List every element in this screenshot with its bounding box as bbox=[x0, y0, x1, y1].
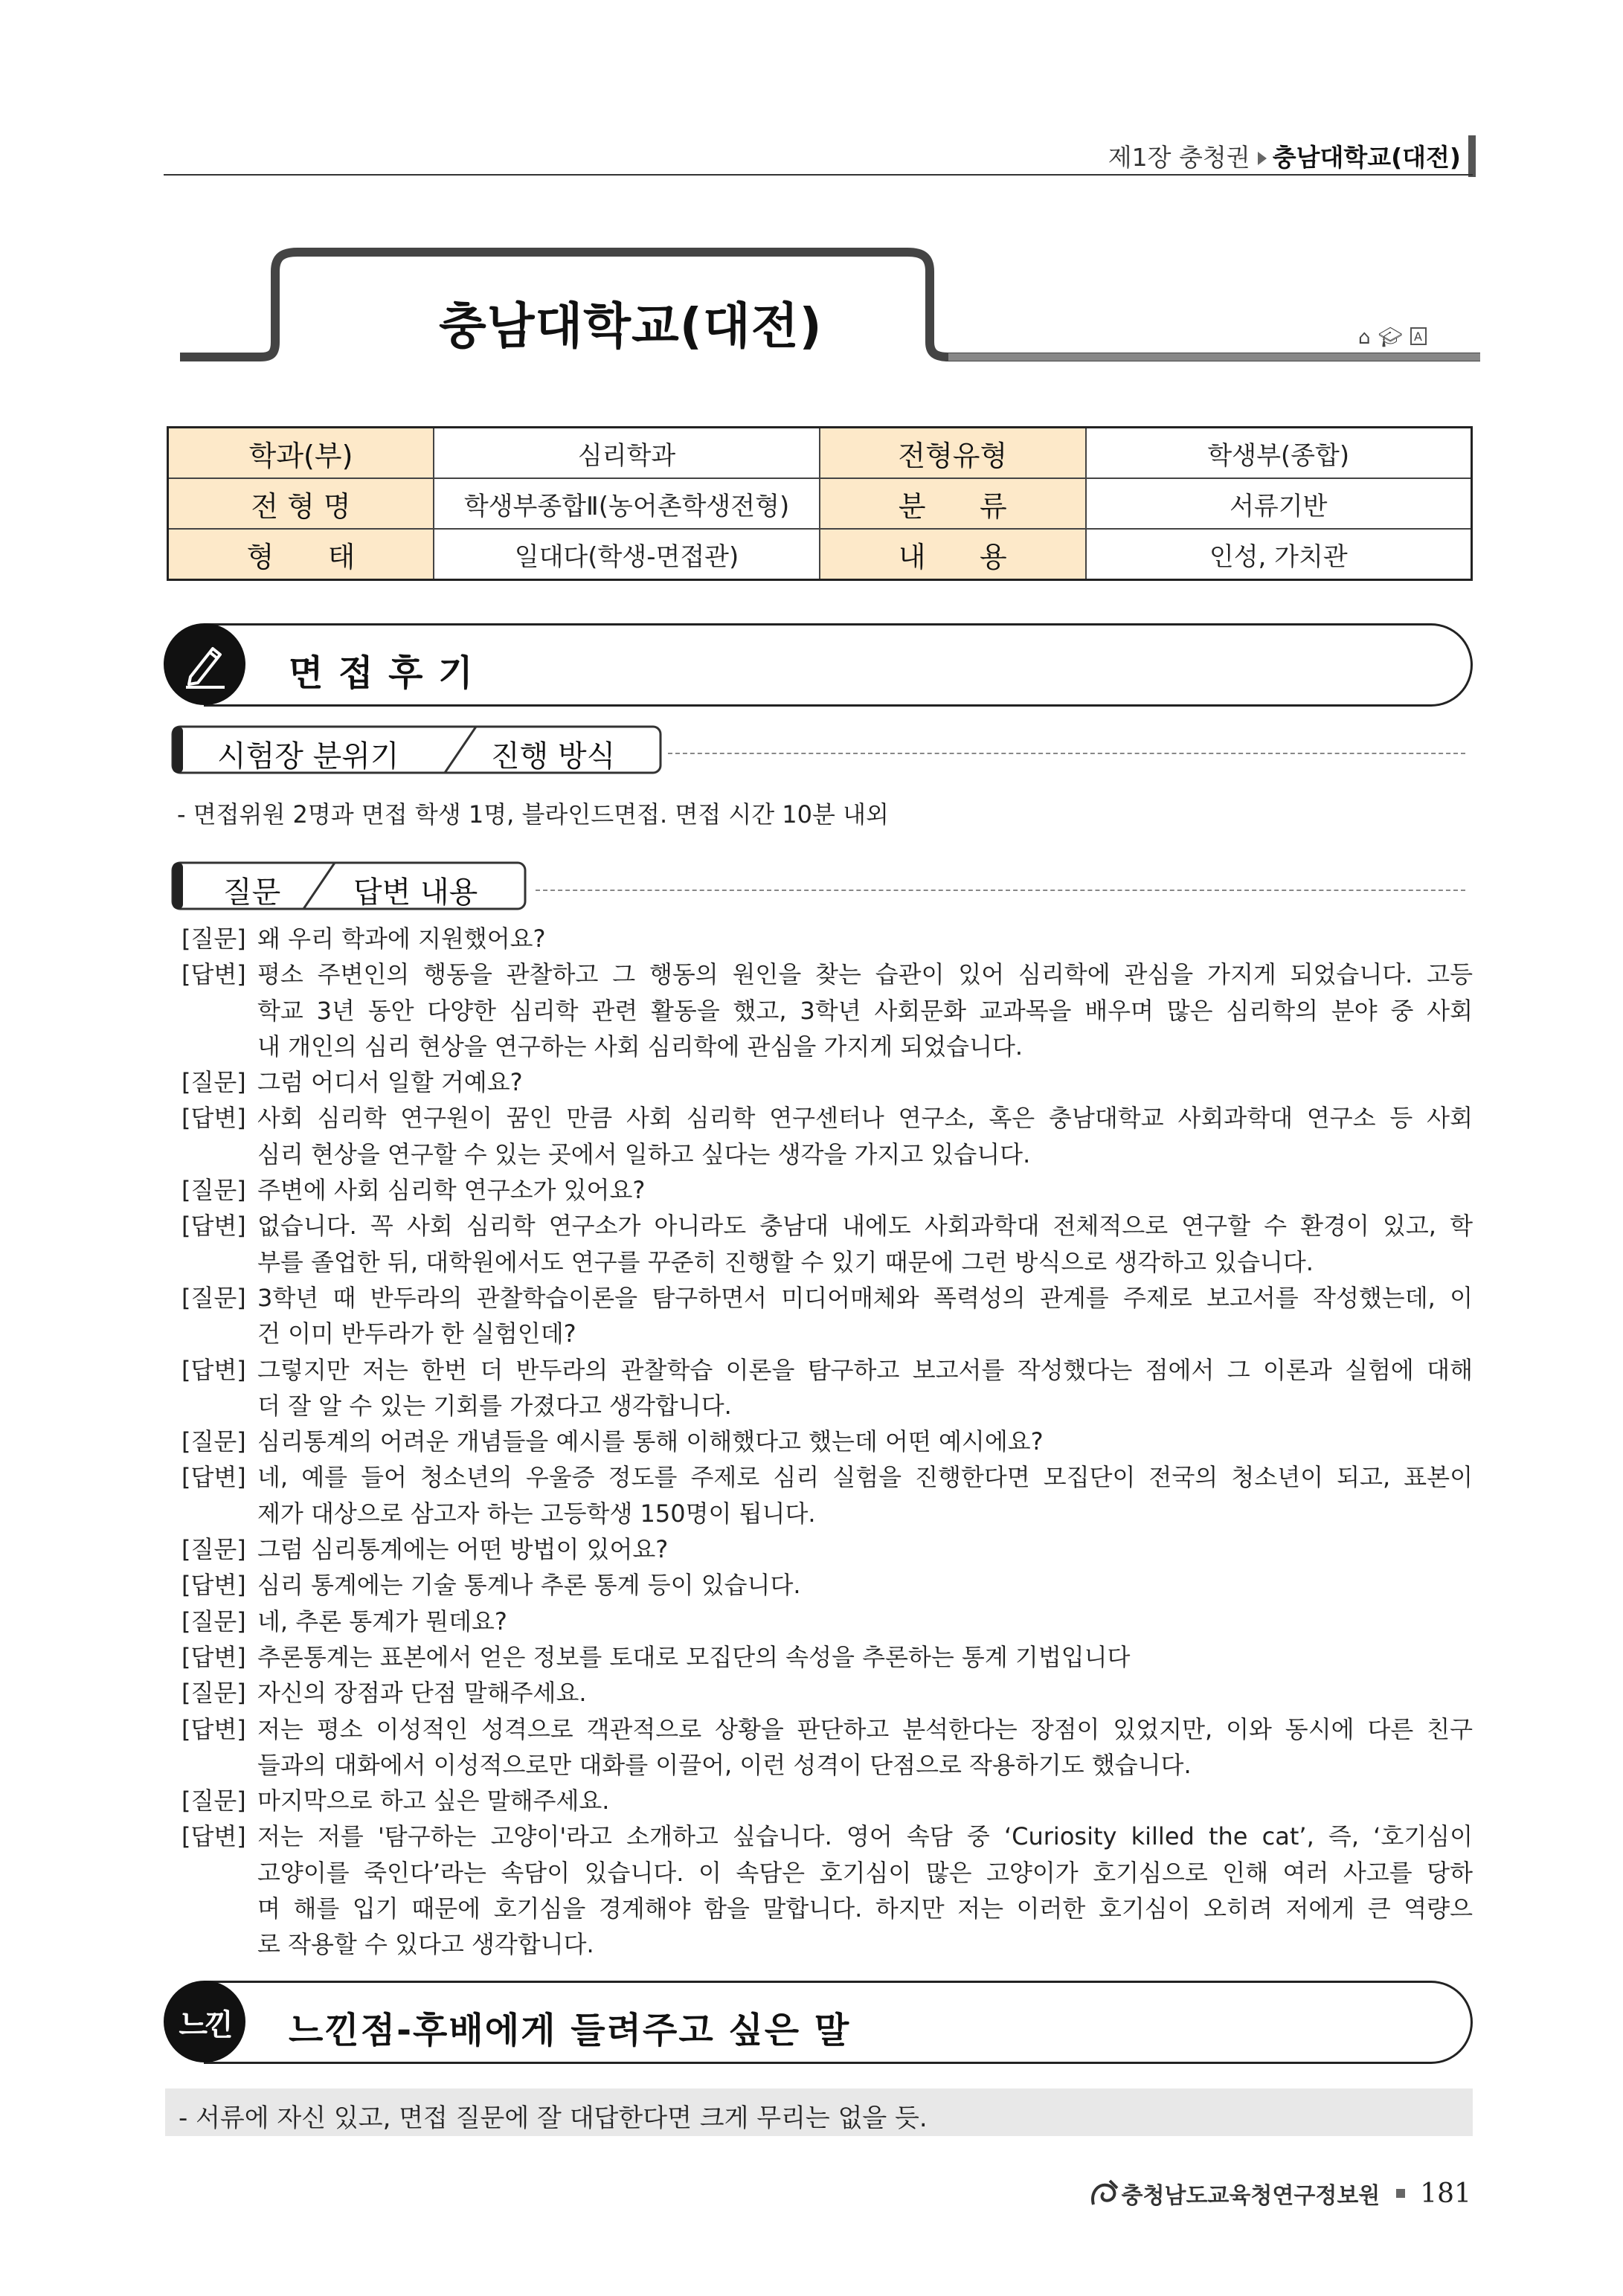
qa-text: 그렇지만 저는 한번 더 반두라의 관찰학습 이론을 탐구하고 보고서를 작성했다는 점에서 그 이론과 실험에 대해 bbox=[257, 1355, 1473, 1384]
table-value: 심리학과 bbox=[434, 428, 820, 479]
chapter-label: 제1장 충청권 bbox=[1108, 143, 1250, 172]
qa-label: [답변] bbox=[181, 1822, 246, 1851]
question-line bbox=[181, 1172, 1473, 1208]
page-title: 충남대학교(대전) bbox=[439, 298, 823, 355]
qa-text: 들과의 대화에서 이성적으로만 대화를 이끌어, 이런 성격이 단점으로 작용하기도 했습니다. bbox=[257, 1750, 1192, 1779]
qa-text: 마지막으로 하고 싶은 말해주세요. bbox=[257, 1787, 610, 1816]
table-key: 형 태 bbox=[168, 529, 434, 580]
dashed-divider bbox=[536, 890, 1465, 891]
advice-text: - 서류에 자신 있고, 면접 질문에 잘 대답한다면 크게 무리는 없을 듯. bbox=[179, 2103, 928, 2133]
question-line bbox=[181, 1604, 1473, 1639]
header-university: 충남대학교(대전) bbox=[1272, 143, 1461, 172]
table-key: 내 용 bbox=[820, 529, 1086, 580]
qa-list bbox=[181, 921, 1473, 1963]
qa-text: 주변에 사회 심리학 연구소가 있어요? bbox=[257, 1176, 646, 1205]
qa-label: [질문] bbox=[181, 1787, 246, 1816]
qa-label bbox=[181, 1747, 257, 1783]
answer-line bbox=[181, 1496, 1473, 1531]
question-line bbox=[181, 1064, 1473, 1100]
qa-text: 며 해를 입기 때문에 호기심을 경계해야 함을 말합니다. 하지만 저는 이러한 호기심이 오히려 저에게 큰 역량으 bbox=[257, 1894, 1473, 1923]
qa-text: 내 개인의 심리 현상을 연구하는 사회 심리학에 관심을 가지게 되었습니다. bbox=[257, 1032, 1023, 1061]
answer-line bbox=[181, 1208, 1473, 1244]
qa-label bbox=[181, 1316, 257, 1351]
org-name: 충청남도교육청연구정보원 bbox=[1121, 2183, 1381, 2209]
triangle-right-icon bbox=[1258, 152, 1267, 165]
table-key: 전형유형 bbox=[820, 428, 1086, 479]
answer-line bbox=[181, 1459, 1473, 1495]
qa-text: 저는 저를 '탐구하는 고양이'라고 소개하고 싶습니다. 영어 속담 중 ‘Curiosity killed the cat’, 즉, ‘호기심이 bbox=[257, 1822, 1473, 1851]
table-value: 일대다(학생-면접관) bbox=[434, 529, 820, 580]
answer-line bbox=[181, 956, 1473, 992]
qa-label: [질문] bbox=[181, 1607, 246, 1636]
qa-text: 저는 평소 이성적인 성격으로 객관적으로 상황을 판단하고 분석한다는 장점이 있었지만, 이와 동시에 다른 친구 bbox=[257, 1714, 1473, 1743]
answer-line bbox=[181, 1567, 1473, 1603]
category-icons bbox=[1358, 327, 1427, 348]
qa-text: 그럼 심리통계에는 어떤 방법이 있어요? bbox=[257, 1535, 669, 1564]
subheading-qa bbox=[171, 861, 524, 910]
answer-line bbox=[181, 1388, 1473, 1424]
qa-label bbox=[181, 993, 257, 1029]
qa-label bbox=[181, 1388, 257, 1424]
qa-label bbox=[181, 1855, 257, 1891]
table-value: 인성, 가치관 bbox=[1086, 529, 1472, 580]
answer-line bbox=[181, 1100, 1473, 1136]
question-line bbox=[181, 1316, 1473, 1351]
question-line bbox=[181, 921, 1473, 956]
header-rule bbox=[164, 174, 1473, 176]
qa-label: [질문] bbox=[181, 924, 246, 953]
table-row bbox=[168, 428, 1472, 479]
table-row bbox=[168, 529, 1472, 580]
table-row bbox=[168, 478, 1472, 529]
qa-text: 자신의 장점과 단점 말해주세요. bbox=[257, 1679, 587, 1708]
qa-text: 더 잘 알 수 있는 기회를 가졌다고 생각합니다. bbox=[257, 1391, 732, 1420]
qa-text: 추론통계는 표본에서 얻은 정보를 토대로 모집단의 속성을 추론하는 통계 기법입니다 bbox=[257, 1642, 1131, 1671]
qa-text: 건 이미 반두라가 한 실험인데? bbox=[257, 1319, 576, 1348]
qa-text: 왜 우리 학과에 지원했어요? bbox=[257, 924, 546, 953]
feeling-icon: 느낀 bbox=[179, 2008, 231, 2042]
qa-label: [답변] bbox=[181, 1714, 246, 1743]
qa-text: 없습니다. 꼭 사회 심리학 연구소가 아니라도 충남대 내에도 사회과학대 전체적으로 연구할 수 환경이 있고, 학 bbox=[257, 1212, 1473, 1241]
subheading-part2: 답변 내용 bbox=[353, 875, 478, 910]
qa-label: [질문] bbox=[181, 1535, 246, 1564]
answer-line bbox=[181, 1855, 1473, 1891]
table-value: 서류기반 bbox=[1086, 478, 1472, 529]
answer-line bbox=[181, 1819, 1473, 1854]
org-logo-icon bbox=[1087, 2178, 1122, 2209]
qa-text: 심리통계의 어려운 개념들을 예시를 통해 이해했다고 했는데 어떤 예시에요? bbox=[257, 1427, 1044, 1456]
qa-text: 부를 졸업한 뒤, 대학원에서도 연구를 꾸준히 진행할 수 있기 때문에 그런 방식으로 생각하고 있습니다. bbox=[257, 1247, 1314, 1276]
subheading-part1: 시험장 분위기 bbox=[217, 739, 399, 774]
answer-line bbox=[181, 1029, 1473, 1064]
subheading-atmosphere bbox=[171, 725, 655, 774]
qa-label bbox=[181, 1029, 257, 1064]
qa-label bbox=[181, 1136, 257, 1172]
qa-label bbox=[181, 1891, 257, 1926]
answer-line bbox=[181, 1639, 1473, 1675]
dashed-divider bbox=[668, 753, 1465, 754]
qa-text: 학교 3년 동안 다양한 심리학 관련 활동을 했고, 3학년 사회문화 교과목을 배우며 많은 심리학의 분야 중 사회 bbox=[257, 996, 1473, 1025]
qa-text: 네, 예를 들어 청소년의 우울증 정도를 주제로 심리 실험을 진행한다면 모집단이 전국의 청소년이 되고, 표본이 bbox=[257, 1463, 1473, 1492]
answer-line bbox=[181, 1352, 1473, 1388]
answer-line bbox=[181, 1891, 1473, 1926]
admission-info-table bbox=[167, 426, 1473, 581]
table-key: 전 형 명 bbox=[168, 478, 434, 529]
section-title: 느낀점-후배에게 들려주고 싶은 말 bbox=[289, 2010, 851, 2051]
answer-line bbox=[181, 993, 1473, 1029]
table-key: 분 류 bbox=[820, 478, 1086, 529]
qa-text: 평소 주변인의 행동을 관찰하고 그 행동의 원인을 찾는 습관이 있어 심리학에 관심을 가지게 되었습니다. 고등 bbox=[257, 960, 1473, 989]
answer-line bbox=[181, 1926, 1473, 1962]
qa-label bbox=[181, 1244, 257, 1280]
advice-box bbox=[165, 2088, 1473, 2136]
subheading-part1: 질문 bbox=[223, 875, 281, 910]
letter-a-icon: A bbox=[1410, 327, 1427, 345]
question-line bbox=[181, 1783, 1473, 1819]
table-value: 학생부(종합) bbox=[1086, 428, 1472, 479]
qa-label bbox=[181, 1496, 257, 1531]
header-accent-bar bbox=[1468, 135, 1476, 177]
qa-text: 네, 추론 통계가 뭔데요? bbox=[257, 1607, 507, 1636]
graduation-cap-icon: 🎓︎ bbox=[1378, 327, 1403, 349]
question-line bbox=[181, 1424, 1473, 1459]
qa-text: 3학년 때 반두라의 관찰학습이론을 탐구하면서 미디어매체와 폭력성의 관계를 주제로 보고서를 작성했는데, 이 bbox=[257, 1283, 1473, 1312]
subheading-part2: 진행 방식 bbox=[491, 739, 616, 774]
qa-text: 그럼 어디서 일할 거예요? bbox=[257, 1068, 523, 1097]
question-line bbox=[181, 1280, 1473, 1316]
answer-line bbox=[181, 1136, 1473, 1172]
qa-text: 사회 심리학 연구원이 꿈인 만큼 사회 심리학 연구센터나 연구소, 혹은 충남대학교 사회과학대 연구소 등 사회 bbox=[257, 1104, 1473, 1133]
pencil-icon bbox=[180, 640, 229, 689]
answer-line bbox=[181, 1244, 1473, 1280]
qa-label: [답변] bbox=[181, 1355, 246, 1384]
qa-text: 로 작용할 수 있다고 생각합니다. bbox=[257, 1930, 594, 1959]
qa-text: 고양이를 죽인다’라는 속담이 있습니다. 이 속담은 호기심이 많은 고양이가 호기심으로 인해 여러 사고를 당하 bbox=[257, 1858, 1473, 1887]
table-value: 학생부종합Ⅱ(농어촌학생전형) bbox=[434, 478, 820, 529]
qa-label: [질문] bbox=[181, 1427, 246, 1456]
qa-text: 제가 대상으로 삼고자 하는 고등학생 150명이 됩니다. bbox=[257, 1499, 816, 1528]
section-banner-interview bbox=[164, 623, 1473, 705]
question-line bbox=[181, 1531, 1473, 1567]
answer-line bbox=[181, 1747, 1473, 1783]
section-banner-advice bbox=[164, 1981, 1473, 2062]
progress-note: - 면접위원 2명과 면접 학생 1명, 블라인드면접. 면접 시간 10분 내외 bbox=[177, 800, 889, 829]
section-title: 면 접 후 기 bbox=[289, 652, 475, 694]
qa-label bbox=[181, 1926, 257, 1962]
qa-label: [답변] bbox=[181, 1463, 246, 1492]
qa-label: [질문] bbox=[181, 1283, 246, 1312]
qa-label: [답변] bbox=[181, 1104, 246, 1133]
qa-label: [질문] bbox=[181, 1679, 246, 1708]
table-key: 학과(부) bbox=[168, 428, 434, 479]
running-header bbox=[1108, 138, 1461, 173]
qa-label: [질문] bbox=[181, 1068, 246, 1097]
school-icon: ⌂ bbox=[1358, 327, 1371, 349]
question-line bbox=[181, 1675, 1473, 1711]
qa-label: [답변] bbox=[181, 1642, 246, 1671]
title-frame bbox=[171, 242, 1480, 368]
square-bullet-icon bbox=[1396, 2189, 1405, 2198]
qa-label: [질문] bbox=[181, 1176, 246, 1205]
qa-label: [답변] bbox=[181, 960, 246, 989]
qa-text: 심리 현상을 연구할 수 있는 곳에서 일하고 싶다는 생각을 가지고 있습니다. bbox=[257, 1139, 1031, 1168]
answer-line bbox=[181, 1711, 1473, 1747]
qa-text: 심리 통계에는 기술 통계나 추론 통계 등이 있습니다. bbox=[257, 1571, 801, 1600]
footer bbox=[1087, 2177, 1471, 2210]
qa-label: [답변] bbox=[181, 1212, 246, 1241]
qa-label: [답변] bbox=[181, 1571, 246, 1600]
page-number: 181 bbox=[1420, 2178, 1471, 2209]
